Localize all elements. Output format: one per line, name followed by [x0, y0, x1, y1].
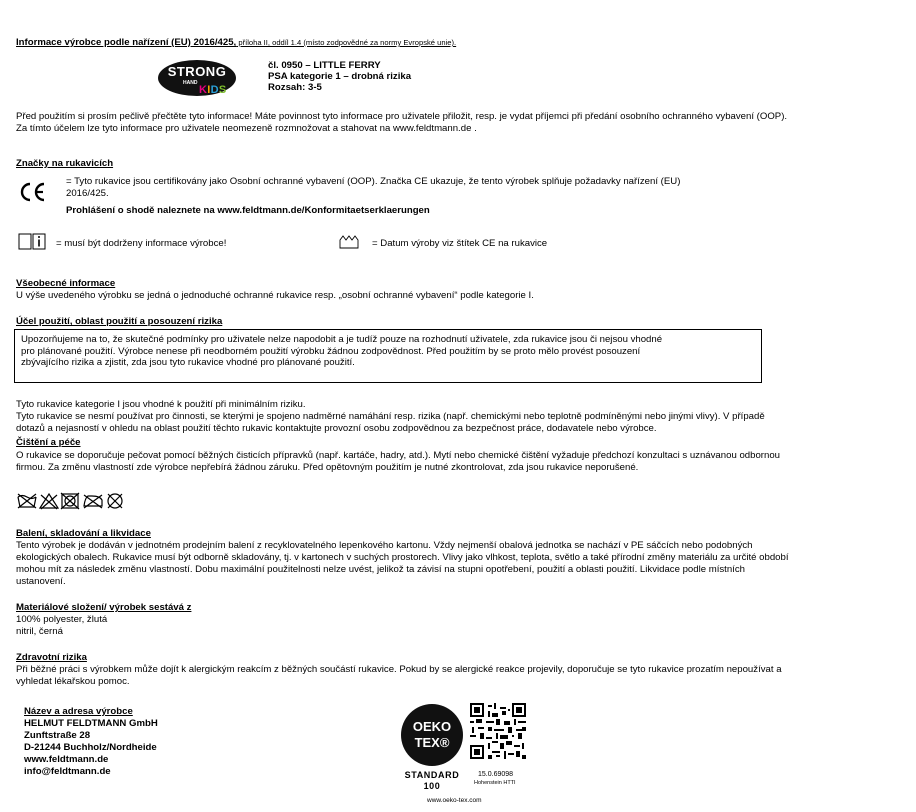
date-text: = Datum výroby viz štítek CE na rukavice: [372, 238, 548, 249]
packaging-line-1: Tento výrobek je dodáván v jednotném prodejním balení z recyklovatelného lepenkového kartonu. Vždy nejmenší obalová jednotka se nachází v PE sáčcích nebo podobných: [16, 540, 753, 551]
packaging-line-4: ustanovení.: [16, 576, 66, 587]
general-heading: Všeobecné informace: [16, 278, 116, 289]
marks-heading: Značky na rukavicích: [16, 158, 114, 169]
health-line-1: Při běžné práci s výrobkem může dojít k alergickým reakcím z běžných součástí rukavice. Pokud by se alergické reakce projevily, doporučuje se tyto rukavice prozatím nepoužívat a: [16, 664, 782, 675]
ce-declaration: Prohlášení o shodě naleznete na www.feldtmann.de/Konformitaetserklaerungen: [66, 205, 430, 216]
material-line-1: 100% polyester, žlutá: [16, 614, 108, 625]
oeko-institute: Hohenstein HTTI: [474, 780, 516, 786]
purpose-heading: Účel použití, oblast použití a posouzení rizika: [16, 316, 223, 327]
strong-hand-kids-logo: [157, 58, 241, 100]
intro-line-1: Před použitím si prosím pečlivě přečtěte tyto informace! Máte povinnost tyto informace pro uživatele přiložit, resp. je vydat příjemci při předání osobního ochranného vybavení (OOP).: [16, 111, 788, 122]
health-line-2: vyhledat lékařskou pomoc.: [16, 676, 130, 687]
oeko-standard-number: 100: [423, 781, 441, 791]
manufacture-date-icon: [338, 232, 360, 250]
product-line: čl. 0950 – LITTLE FERRY: [268, 60, 381, 71]
logo-hand-text: HAND: [183, 80, 198, 86]
oeko-cert-number: 15.0.69098: [478, 771, 514, 778]
no-iron-icon: [84, 495, 102, 508]
manufacturer-street: Zunftstraße 28: [24, 730, 91, 741]
psa-line: PSA kategorie 1 – drobná rizika: [268, 71, 412, 82]
oeko-standard-label: STANDARD: [404, 770, 460, 780]
manufacturer-city: D-21244 Buchholz/Nordheide: [24, 742, 157, 753]
title-small: příloha II, oddíl 1.4 (místo zodpovědné za normy Evropské unie).: [236, 38, 457, 47]
care-symbols: [16, 491, 134, 511]
material-heading: Materiálové složení/ výrobek sestává z: [16, 602, 192, 613]
manufacturer-heading: Název a adresa výrobce: [24, 706, 133, 717]
health-heading: Zdravotní rizika: [16, 652, 87, 663]
care-heading: Čištění a péče: [16, 437, 81, 448]
manufacturer-email[interactable]: info@feldtmann.de: [24, 766, 111, 777]
oeko-web[interactable]: www.oeko-tex.com: [427, 797, 482, 804]
purpose-notice-box: [14, 329, 762, 383]
no-wash-icon: [18, 494, 36, 508]
oeko-tex-logo: [400, 703, 464, 767]
tex-text: TEX®: [414, 735, 450, 750]
packaging-line-2: ekologických obalech. Rukavice musí být odborně skladovány, tj. v kartonech v suchých prostorech. Vlivy jako vlhkost, teplota, světlo a také přírodní změny materiálu za určité období: [16, 552, 789, 563]
document-title: [16, 37, 456, 49]
care-line-1: O rukavice se doporučuje pečovat pomocí běžných čisticích přípravků (např. kartáče, hadry, atd.). Mytí nebo chemické čištění vyžaduje předchozí konzultaci s uznávanou odbornou: [16, 450, 780, 461]
purpose-box-line-3: zbývajícího rizika a zjistit, zda jsou tyto rukavice vhodné pro plánované použití.: [21, 357, 355, 368]
purpose-box-line-1: Upozorňujeme na to, že skutečné podmínky pro uživatele nelze napodobit a je tudíž pouze na rozhodnutí uživatele, zda rukavice jsou či nejsou vhodné: [21, 334, 663, 345]
purpose-line-1: Tyto rukavice kategorie I jsou vhodné k použití při minimálním riziku.: [16, 399, 306, 410]
manufacturer-name: HELMUT FELDTMANN GmbH: [24, 718, 158, 729]
no-dry-clean-icon: [108, 494, 122, 508]
packaging-heading: Balení, skladování a likvidace: [16, 528, 151, 539]
purpose-line-3: dotazů a nejasností v ohledu na oblast použití těchto rukavic kontaktujte provozní osobu zodpovědnou za bezpečnost práce, dodavatele nebo výrobce.: [16, 423, 657, 434]
qr-code-icon: [470, 703, 526, 759]
material-line-2: nitril, černá: [16, 626, 63, 637]
ce-text-2: 2016/425.: [66, 188, 109, 199]
care-line-2: firmou. Za změnu vlastností zde výrobce nepřebírá žádnou záruku. Před opětovným použitím je nutné zkontrolovat, zda jsou rukavice neporušené.: [16, 462, 639, 473]
info-text: = musí být dodrženy informace výrobce!: [56, 238, 227, 249]
no-bleach-icon: [40, 494, 58, 509]
logo-strong-text: STRONG: [167, 64, 227, 79]
packaging-line-3: mohou mít za následek změnu vlastností. Dobu maximální použitelnosti nelze uvést, jelikož ta závisí na stupni opotřebení, použití a oblasti použití. Likvidace podle místních: [16, 564, 745, 575]
ce-mark-icon: [18, 181, 48, 203]
oeko-text: OEKO: [412, 719, 452, 734]
no-tumble-dry-icon: [61, 493, 79, 509]
ce-text: = Tyto rukavice jsou certifikovány jako Osobní ochranné vybavení (OOP). Značka CE ukazuje, že tento výrobek splňuje požadavky nařízení (EU): [66, 176, 681, 187]
title-bold: Informace výrobce podle nařízení (EU) 2016/425,: [16, 37, 237, 48]
size-line: Rozsah: 3-5: [268, 82, 322, 93]
intro-line-2: Za tímto účelem lze tyto informace pro uživatele neomezeně rozmnožovat a stahovat na www.feldtmann.de .: [16, 123, 477, 134]
purpose-line-2: Tyto rukavice se nesmí používat pro činnosti, se kterými je spojeno nadměrné namáhání resp. rizika (např. chemickými nebo teplotně podmíněnými nebo jinými vlivy). V případě: [16, 411, 765, 422]
purpose-box-line-2: pro plánované použití. Výrobce nenese při neodborném použití výrobku žádnou zodpovědnost. Před použitím by se proto mělo provést posouzení: [21, 345, 641, 357]
manufacturer-web[interactable]: www.feldtmann.de: [24, 754, 109, 765]
general-text: U výše uvedeného výrobku se jedná o jednoduché ochranné rukavice resp. „osobní ochranné vybavení“ podle kategorie I.: [16, 290, 534, 301]
info-book-icon: [17, 231, 47, 251]
logo-kids-text: KIDS: [199, 84, 227, 96]
